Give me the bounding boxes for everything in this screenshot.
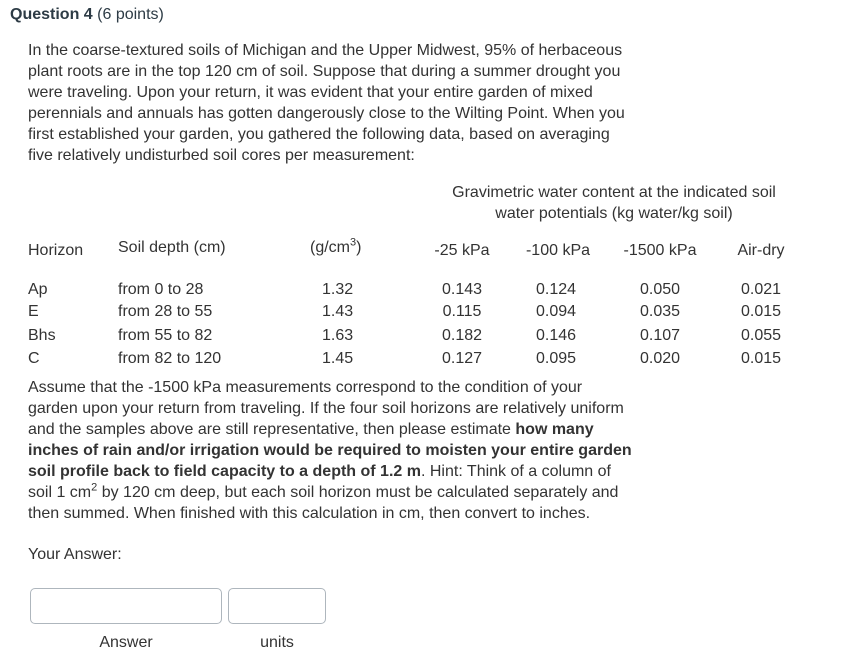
your-answer-label: Your Answer: <box>28 546 122 563</box>
cell-airdry: 0.055 <box>740 327 782 344</box>
assume-line: soil profile back to field capacity to a depth of 1.2 m. Hint: Think of a column of <box>28 463 611 480</box>
cell-depth: from 28 to 55 <box>118 303 213 320</box>
cell-density: 1.45 <box>322 350 354 367</box>
units-input[interactable] <box>228 588 326 624</box>
cell-1500kpa: 0.035 <box>639 303 681 320</box>
assume-line: and the samples above are still representative, then please estimate how many <box>28 421 594 438</box>
cell-1500kpa: 0.107 <box>639 327 681 344</box>
group-header-line: water potentials (kg water/kg soil) <box>495 205 733 222</box>
cell-horizon: Ap <box>28 281 48 298</box>
assume-line: Assume that the -1500 kPa measurements correspond to the condition of your <box>28 379 583 396</box>
cell-100kpa: 0.095 <box>535 350 577 367</box>
cell-1500kpa: 0.020 <box>639 350 681 367</box>
intro-line: were traveling. Upon your return, it was evident that your entire garden of mixed <box>28 84 593 101</box>
cell-airdry: 0.015 <box>740 350 782 367</box>
intro-line: plant roots are in the top 120 cm of soil. Suppose that during a summer drought you <box>28 63 621 80</box>
cell-25kpa: 0.115 <box>442 303 482 320</box>
question-assumption <box>28 377 748 524</box>
intro-line: perennials and annuals has gotten dangerously close to the Wilting Point. When you <box>28 105 625 122</box>
assume-line: garden upon your return from traveling. If the four soil horizons are relatively uniform <box>28 400 624 417</box>
cell-25kpa: 0.182 <box>441 327 483 344</box>
table-group-header <box>418 182 810 224</box>
units-caption: units <box>260 634 294 651</box>
cell-horizon: C <box>28 350 40 367</box>
cell-depth: from 55 to 82 <box>118 327 213 344</box>
cell-100kpa: 0.124 <box>535 281 577 298</box>
group-header-line: Gravimetric water content at the indicated soil <box>452 184 776 201</box>
cell-horizon: Bhs <box>28 327 56 344</box>
question-title: Question 4 <box>10 6 93 23</box>
header-25kpa: -25 kPa <box>434 242 490 259</box>
answer-input[interactable] <box>30 588 222 624</box>
question-points: (6 points) <box>97 6 164 23</box>
intro-line: In the coarse-textured soils of Michigan and the Upper Midwest, 95% of herbaceous <box>28 42 623 59</box>
cell-depth: from 0 to 28 <box>118 281 204 298</box>
assume-line: soil 1 $cm^2$ by 120 cm deep, but each soil horizon must be calculated separately and <box>28 481 619 501</box>
cell-100kpa: 0.146 <box>535 327 577 344</box>
intro-line: five relatively undisturbed soil cores per measurement: <box>28 147 415 164</box>
question-intro <box>28 40 718 166</box>
header-density: $(g/cm^3)$ <box>310 236 362 256</box>
cell-density: 1.32 <box>322 281 354 298</box>
header-depth: Soil depth (cm) <box>118 239 226 256</box>
header-horizon: Horizon <box>28 242 84 259</box>
cell-airdry: 0.021 <box>740 281 782 298</box>
header-airdry: Air-dry <box>737 242 785 259</box>
header-1500kpa: -1500 kPa <box>623 242 697 259</box>
cell-depth: from 82 to 120 <box>118 350 222 367</box>
cell-airdry: 0.015 <box>740 303 782 320</box>
assume-line: inches of rain and/or irrigation would be required to moisten your entire garden <box>28 442 632 459</box>
intro-line: first established your garden, you gathered the following data, based on averaging <box>28 126 610 143</box>
header-100kpa: -100 kPa <box>525 242 591 259</box>
cell-density: 1.43 <box>322 303 354 320</box>
cell-1500kpa: 0.050 <box>639 281 681 298</box>
assume-line: then summed. When finished with this calculation in cm, then convert to inches. <box>28 505 591 522</box>
cell-density: 1.63 <box>322 327 354 344</box>
cell-horizon: E <box>28 303 39 320</box>
cell-25kpa: 0.143 <box>441 281 483 298</box>
question-header <box>10 6 164 24</box>
cell-100kpa: 0.094 <box>535 303 577 320</box>
answer-caption: Answer <box>99 634 153 651</box>
cell-25kpa: 0.127 <box>441 350 483 367</box>
